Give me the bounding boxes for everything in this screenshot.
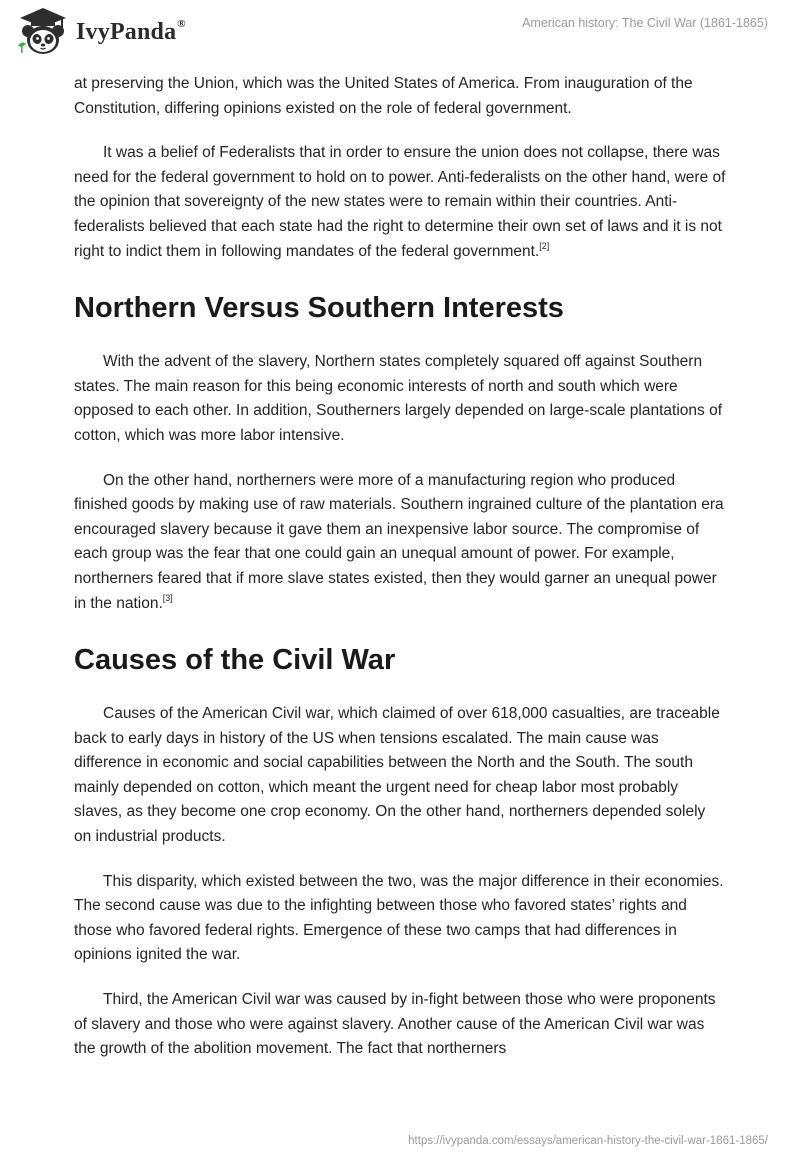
- paragraph-continued: at preserving the Union, which was the United States of America. From inauguration of the Constitution, differing opinions existed on the role of federal government.: [74, 75, 693, 117]
- paragraph-third-cause: Third, the American Civil war was caused by in-fight between those who were proponents of slavery and those who were against slavery. Another cause of the American Civil war was the growth of the abolition movement. The fact that northerners: [74, 991, 716, 1058]
- panda-graduate-icon: [16, 6, 70, 56]
- ivypanda-logo[interactable]: [16, 6, 186, 56]
- paragraph-text: It was a belief of Federalists that in order to ensure the union does not collapse, there was need for the federal government to hold on to power. Anti-federalists on the other hand, were of the opinion that sovereignty of the new states were to remain within their countries. Anti-federalists believed that each state had the right to determine their own set of laws and it is not right to indict them in following mandates of the federal government.: [74, 144, 726, 260]
- logo-wordmark: IvyPanda®: [76, 18, 186, 45]
- section-heading-causes: Causes of the Civil War: [74, 644, 396, 677]
- paragraph-northerners-manufacturing: [74, 469, 726, 617]
- page-header: [0, 0, 800, 70]
- footnote-ref-2[interactable]: [2]: [539, 240, 550, 251]
- paragraph-causes: Causes of the American Civil war, which claimed of over 618,000 casualties, are traceable back to early days in history of the US when tensions escalated. The main cause was difference in economic and social capabilities between the North and the South. The south mainly depended on cotton, which meant the urgent need for cheap labor most probably slaves, as they become one crop economy. On the other hand, northerners depended solely on industrial products.: [74, 705, 720, 846]
- essay-body: [74, 72, 726, 1082]
- section-heading-northern-southern: Northern Versus Southern Interests: [74, 292, 564, 325]
- document-title: American history: The Civil War (1861-1865): [522, 16, 768, 30]
- paragraph-federalists: [74, 141, 726, 264]
- paragraph-disparity: This disparity, which existed between the two, was the major difference in their economies. The second cause was due to the infighting between those who favored states’ rights and those who favored federal rights. Emergence of these two camps that had differences in opinions ignited the war.: [74, 872, 724, 964]
- paragraph-advent-slavery: With the advent of the slavery, Northern states completely squared off against Southern states. The main reason for this being economic interests of north and south which were opposed to each other. In addition, Southerners largely depended on large-scale plantations of cotton, which was more labor intensive.: [74, 353, 723, 444]
- footnote-ref-3[interactable]: [3]: [162, 592, 173, 603]
- paragraph-text: On the other hand, northerners were more of a manufacturing region who produced finished goods by making use of raw materials. Southern ingrained culture of the plantation era encouraged slavery because it gave them an inexpensive labor source. The compromise of each group was the fear that one could gain an unequal amount of power. For example, northerners feared that if more slave states existed, then they would garner an unequal power in the nation.: [74, 471, 724, 612]
- source-url[interactable]: https://ivypanda.com/essays/american-history-the-civil-war-1861-1865/: [408, 1135, 768, 1147]
